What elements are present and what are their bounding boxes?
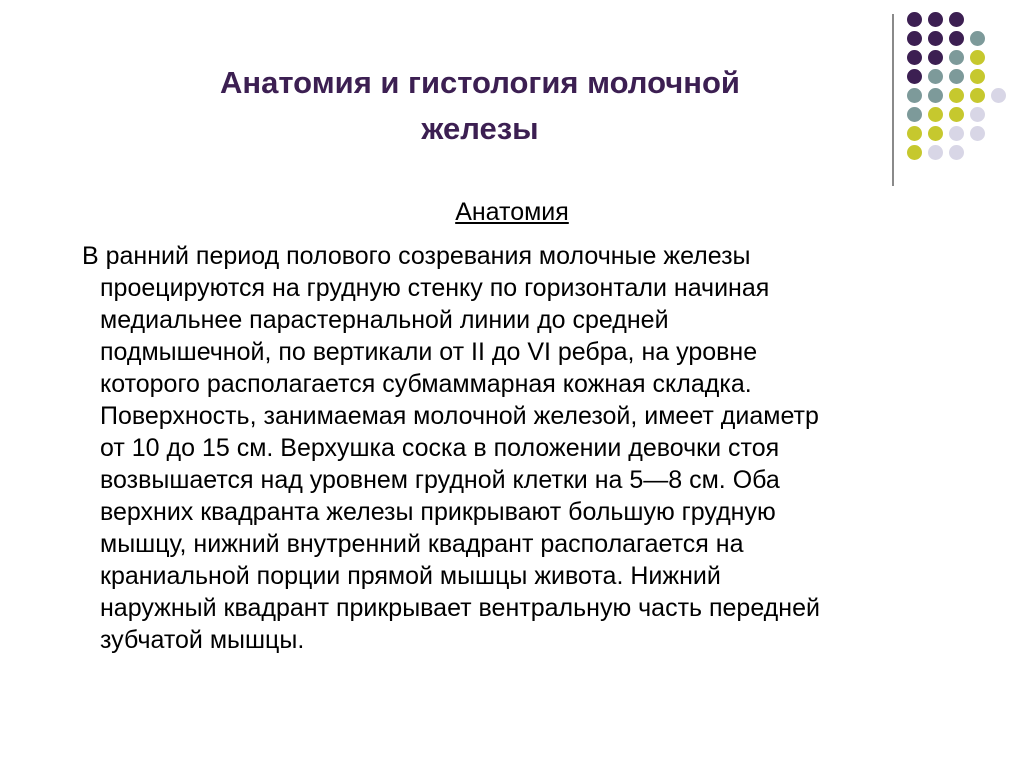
section-heading-text: Анатомия [455,198,569,226]
body-line: подмышечной, по вертикали от II до VI ребра, на уровне [100,338,758,366]
decorative-dot [928,31,943,46]
decorative-dot [970,31,985,46]
decorative-dot [970,107,985,122]
decorative-dot [928,50,943,65]
decorative-dot [949,69,964,84]
body-line: возвышается над уровнем грудной клетки на 5—8 см. Оба [100,466,780,494]
body-line: краниальной порции прямой мышцы живота. Нижний [100,562,721,590]
body-line: которого располагается субмаммарная кожная складка. [100,370,752,398]
decorative-dot [991,88,1006,103]
decorative-dot [907,50,922,65]
decorative-dot [928,12,943,27]
decorative-dot [907,31,922,46]
decorative-dot [928,88,943,103]
body-line: верхних квадранта железы прикрывают большую грудную [100,498,776,526]
decorative-dot [907,107,922,122]
section-heading [0,196,1024,228]
decorative-dot [970,50,985,65]
decorative-dot [949,88,964,103]
slide-title-line: железы [421,111,539,146]
decorative-dot [949,126,964,141]
decorative-dot [970,69,985,84]
body-line: В ранний период полового созревания молочные железы [82,242,751,270]
decorative-dot [907,69,922,84]
body-line: зубчатой мышцы. [100,626,305,654]
decorative-dot [949,50,964,65]
decorative-dot [928,145,943,160]
decorative-dot [949,145,964,160]
decorative-dot [907,88,922,103]
body-line: проецируются на грудную стенку по горизонтали начиная [100,274,770,302]
decorative-dot [970,126,985,141]
slide-title [90,60,870,152]
body-line: от 10 до 15 см. Верхушка соска в положении девочки стоя [100,434,780,462]
decorative-dot [949,12,964,27]
decorative-vertical-line [892,14,894,186]
decorative-dot-grid [907,12,1007,172]
decorative-dot [907,12,922,27]
decorative-dot [928,69,943,84]
decorative-dot [907,126,922,141]
slide-title-line: Анатомия и гистология молочной [220,65,740,100]
decorative-dot [970,88,985,103]
body-line: Поверхность, занимаемая молочной железой, имеет диаметр [100,402,819,430]
body-line: мышцу, нижний внутренний квадрант располагается на [100,530,744,558]
decorative-dot [928,107,943,122]
body-paragraph [82,240,982,656]
body-line: наружный квадрант прикрывает вентральную часть передней [100,594,820,622]
body-line: медиальнее парастернальной линии до средней [100,306,669,334]
decorative-dot [949,31,964,46]
decorative-dot [907,145,922,160]
decorative-dot [949,107,964,122]
decorative-dot [928,126,943,141]
